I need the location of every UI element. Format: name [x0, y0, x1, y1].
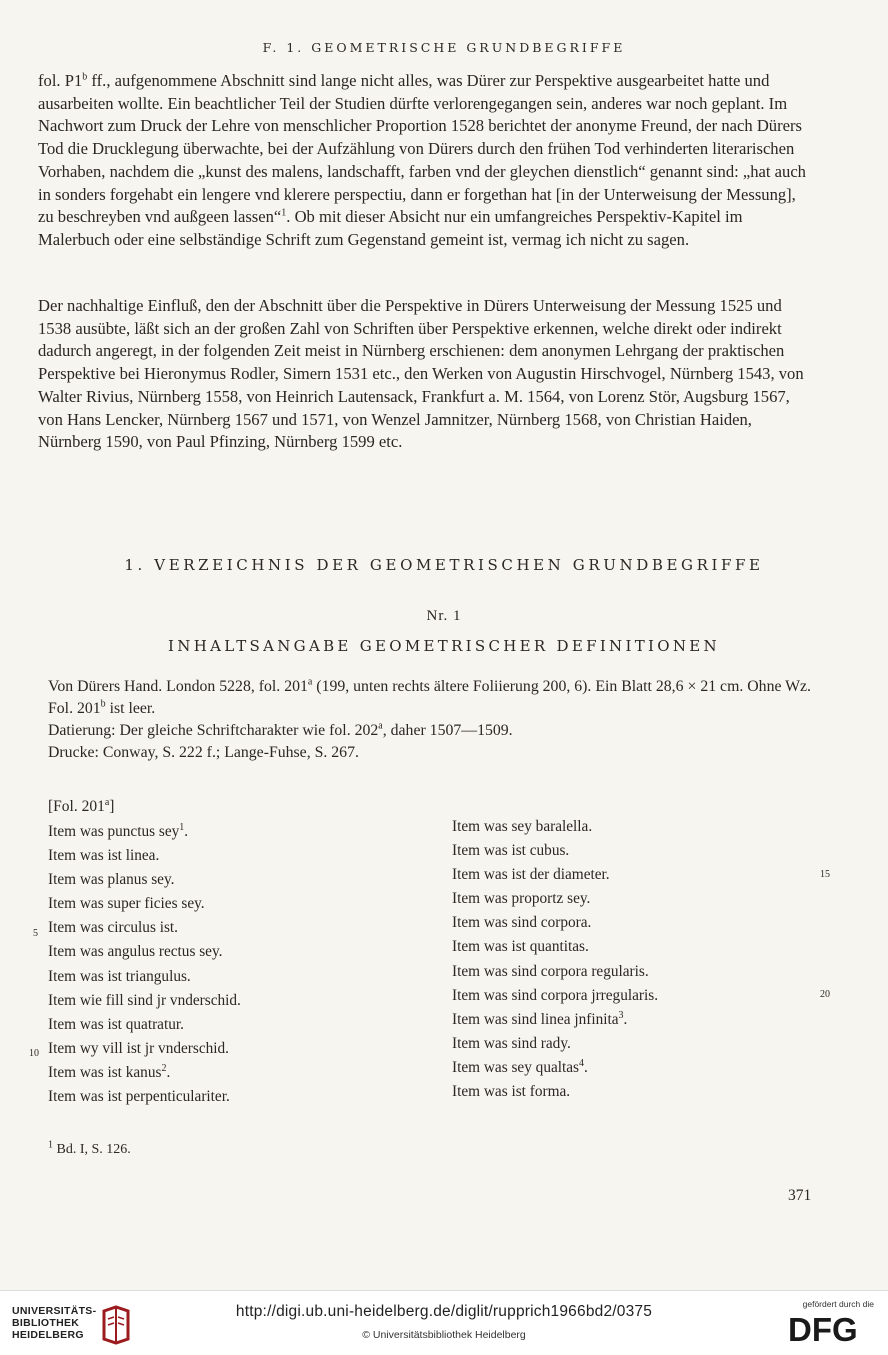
- footnote-ref: 1: [281, 207, 287, 219]
- definition-item: Item was sind corpora regularis.: [452, 962, 649, 980]
- definition-item: Item was sey baralella.: [452, 818, 593, 835]
- section-title: 1. VERZEICHNIS DER GEOMETRISCHEN GRUNDBEGRIFFE: [124, 556, 764, 574]
- line-number: 20: [820, 989, 830, 1000]
- dating-line: Datierung: Der gleiche Schriftcharakter wie fol. 202$^a$, daher 1507—1509.: [48, 720, 513, 739]
- definition-item: Item was ist quatratur.: [48, 1015, 184, 1033]
- prints-line: Drucke: Conway, S. 222 f.; Lange-Fuhse, S. 267.: [48, 744, 359, 761]
- definition-item: Item was ist quantitas.: [452, 938, 589, 956]
- source-description: [48, 676, 818, 764]
- definition-item: Item wie fill sind jr vnderschid.: [48, 991, 241, 1009]
- definitions-right-column: [452, 815, 658, 1104]
- footnote-ref: 1: [179, 821, 185, 833]
- definition-item: Item was ist linea.: [48, 847, 160, 865]
- dfg-funding-logo[interactable]: gefördert durch die DFG: [788, 1299, 874, 1347]
- line-number: 15: [820, 869, 830, 880]
- footer-bar: [0, 1290, 888, 1355]
- definition-item: Item was proportz sey.: [452, 890, 591, 908]
- definitions-left-column: [48, 820, 241, 1109]
- university-library-logo[interactable]: UNIVERSITÄTS- BIBLIOTHEK HEIDELBERG: [12, 1305, 152, 1345]
- dfg-logo-text: DFG: [788, 1311, 858, 1347]
- footnote-ref: 2: [161, 1062, 167, 1074]
- definition-item: Item was punctus sey$^1$.: [48, 821, 189, 840]
- definition-item: Item wy vill ist jr vnderschid.: [48, 1039, 229, 1057]
- definition-item: Item was super ficies sey.: [48, 895, 205, 913]
- definition-item: Item was planus sey.: [48, 871, 175, 889]
- copyright-notice: © Universitätsbibliothek Heidelberg: [362, 1329, 526, 1341]
- paragraph-1: fol. P1$^b$ ff., aufgenommene Abschnitt sind lange nicht alles, was Dürer zur Perspektive ausgearbeitet hatte und ausarbeiten wollte. Ein beachtlicher Teil der Studien dürfte verlorengegangen sein, anderes war noch geplant. Im Nachwort zum Druck der Lehre von menschlicher Proportion 1528 berichtet der anonyme Freund, der nach Dürers Tod die Drucklegung überwachte, bei der Aufzählung von Dürers durch den frühen Tod verhinderten literarischen Vorhaben, nachdem die „kunst des malens, landschafft, farben vnd der gleychen dienstlich“ genannt sind: „hat auch in sonders forgehabt ein lengere vnd klerere perspectiu, dann er forgethan hat [in der Unterweisung der Messung], zu beschreyben vnd außgeen lassen“$^1$. Ob mit dieser Absicht nur ein umfangreiches Perspektiv-Kapitel im Malerbuch oder eine selbständige Schrift zum Gegenstand gemeint ist, vermag ich nicht zu sagen.: [38, 71, 806, 249]
- definition-item: Item was angulus rectus sey.: [48, 943, 223, 961]
- folio-label: [Fol. 201$^a$]: [48, 796, 115, 815]
- line-number: 5: [33, 928, 38, 939]
- definition-item: Item was sind linea jnfinita$^3$.: [452, 1009, 628, 1028]
- definition-item: Item was circulus ist.: [48, 919, 178, 937]
- footnote-ref: 4: [579, 1057, 585, 1069]
- entry-number: Nr. 1: [426, 608, 462, 624]
- definition-item: Item was ist perpenticulariter.: [48, 1088, 230, 1106]
- footnote-ref: 3: [618, 1009, 624, 1021]
- definition-item: Item was sey qualtas$^4$.: [452, 1057, 588, 1076]
- definition-item: Item was ist triangulus.: [48, 967, 191, 985]
- definition-item: Item was ist cubus.: [452, 842, 570, 860]
- running-head: F. 1. GEOMETRISCHE GRUNDBEGRIFFE: [262, 40, 626, 55]
- source-line: Von Dürers Hand. London 5228, fol. 201$^a$ (199, unten rechts ältere Foliierung 200, 6). Ein Blatt 28,6 × 21 cm. Ohne Wz. Fol. 201$^b$ ist leer.: [48, 676, 812, 717]
- entry-title: INHALTSANGABE GEOMETRISCHER DEFINITIONEN: [168, 637, 720, 655]
- definition-item: Item was ist kanus$^2$.: [48, 1062, 171, 1081]
- footnote: $^1$ Bd. I, S. 126.: [48, 1139, 131, 1157]
- dfg-logo-icon: [788, 1311, 874, 1347]
- page-number: 371: [788, 1187, 812, 1204]
- definition-item: Item was ist forma.: [452, 1083, 571, 1101]
- definition-item: Item was sind corpora.: [452, 914, 592, 932]
- paragraph-2: Der nachhaltige Einfluß, den der Abschnitt über die Perspektive in Dürers Unterweisung der Messung 1525 und 1538 ausübte, läßt sich an der großen Zahl von Schriften über Perspektive erkennen, welche direkt oder indirekt dadurch angeregt, in der folgenden Zeit meist in Nürnberg erschienen: dem anonymen Lehrgang der praktischen Perspektive bei Hieronymus Rodler, Simern 1531 etc., den Werken von Augustin Hirschvogel, Nürnberg 1543, von Walter Rivius, Nürnberg 1558, von Heinrich Lautensack, Frankfurt a. M. 1564, von Lorenz Stör, Augsburg 1567, von Hans Lencker, Nürnberg 1567 und 1571, von Wenzel Jamnitzer, Nürnberg 1568, von Christian Haiden, Nürnberg 1590, von Paul Pfinzing, Nürnberg 1599 etc.: [38, 296, 804, 452]
- permalink-url[interactable]: http://digi.ub.uni-heidelberg.de/diglit/rupprich1966bd2/0375: [235, 1303, 653, 1320]
- definition-item: Item was ist der diameter.: [452, 866, 610, 884]
- line-number: 10: [29, 1048, 39, 1059]
- definition-item: Item was sind rady.: [452, 1034, 571, 1052]
- definition-item: Item was sind corpora jrregularis.: [452, 986, 659, 1004]
